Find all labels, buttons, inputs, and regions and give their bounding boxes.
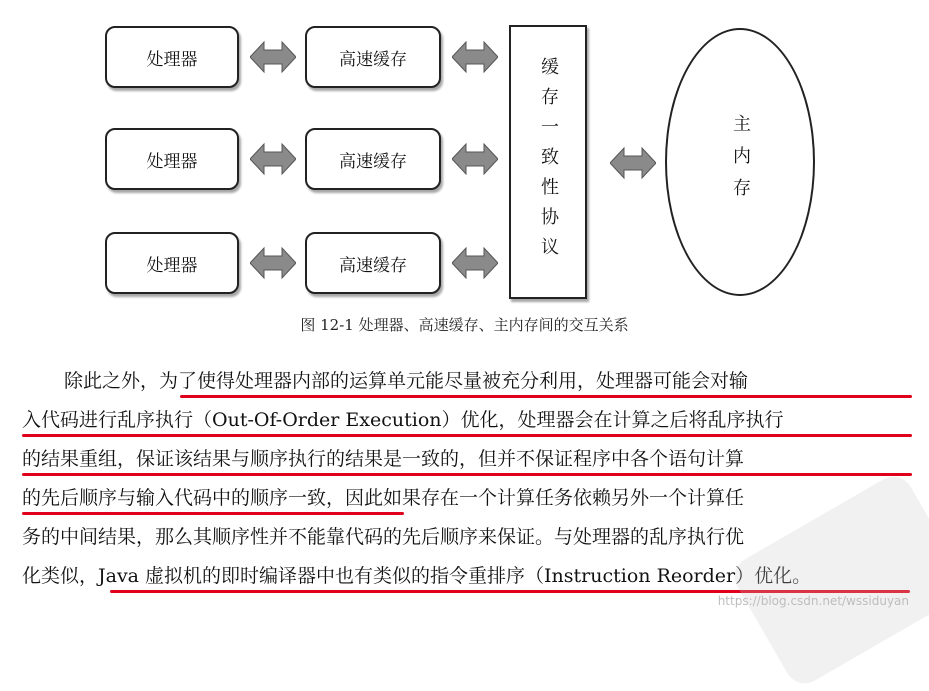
processor-box-2: 处理器: [105, 128, 239, 190]
double-arrow-icon: [452, 246, 498, 280]
double-arrow-icon: [250, 246, 296, 280]
double-arrow-icon: [610, 146, 656, 180]
watermark-url: https://blog.csdn.net/wssiduyan: [717, 594, 909, 608]
paragraph-line: 的结果重组，保证该结果与顺序执行的结果是一致的，但并不保证程序中各个语句计算: [22, 448, 745, 470]
double-arrow-icon: [452, 142, 498, 176]
processor-box-1: 处理器: [105, 26, 239, 88]
highlight-underline: [22, 434, 912, 437]
double-arrow-icon: [250, 142, 296, 176]
double-arrow-icon: [250, 40, 296, 74]
coherence-protocol-box: 缓存一致性协议: [509, 25, 587, 299]
highlight-underline: [180, 395, 912, 398]
highlight-underline: [22, 473, 912, 476]
cache-box-2: 高速缓存: [305, 128, 441, 190]
main-memory-ellipse: 主内存: [665, 28, 815, 296]
paragraph-line: 的先后顺序与输入代码中的顺序一致，因此如果存在一个计算任务依赖另外一个计算任: [22, 487, 745, 509]
figure-caption: 图 12-1 处理器、高速缓存、主内存间的交互关系: [300, 316, 629, 334]
highlight-underline: [22, 512, 404, 515]
processor-box-3: 处理器: [105, 232, 239, 294]
paragraph-line: 化类似，Java 虚拟机的即时编译器中也有类似的指令重排序（Instruction Reorder）优化。: [22, 565, 812, 587]
cache-box-1: 高速缓存: [305, 26, 441, 88]
paragraph-line: 除此之外，为了使得处理器内部的运算单元能尽量被充分利用，处理器可能会对输: [64, 370, 749, 392]
interaction-diagram: [0, 0, 929, 345]
double-arrow-icon: [452, 40, 498, 74]
paragraph-line: 务的中间结果，那么其顺序性并不能靠代码的先后顺序来保证。与处理器的乱序执行优: [22, 526, 745, 548]
cache-box-3: 高速缓存: [305, 232, 441, 294]
paragraph-line: 入代码进行乱序执行（Out-Of-Order Execution）优化，处理器会在计算之后将乱序执行: [22, 409, 784, 431]
